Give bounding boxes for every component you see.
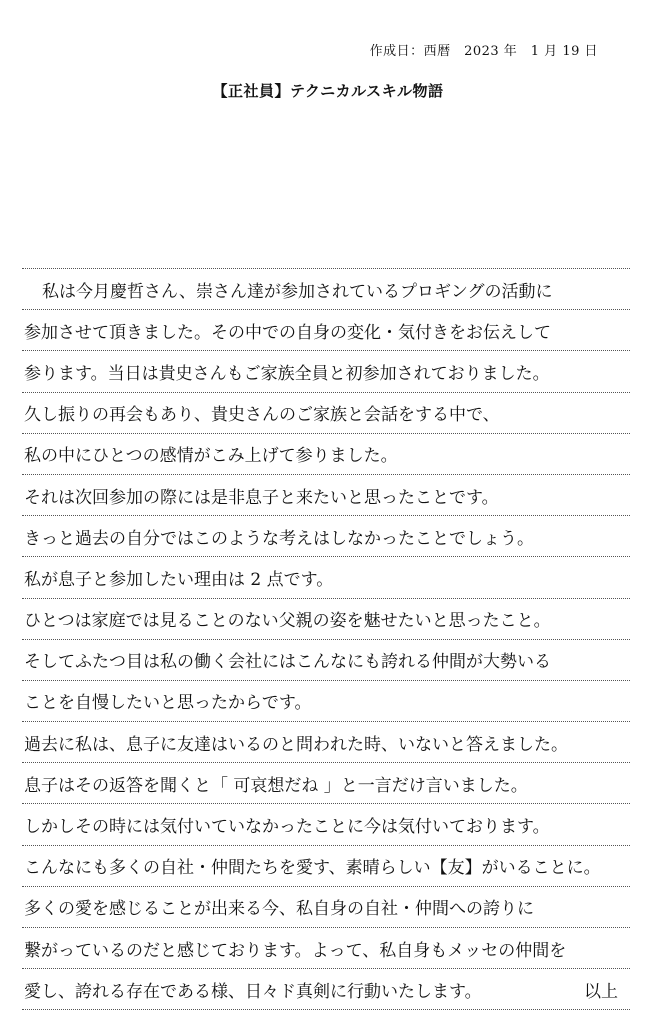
essay-line	[22, 599, 630, 640]
essay-line	[22, 928, 630, 969]
essay-line-text: それは次回参加の際には是非息子と来たいと思ったことです。	[24, 487, 499, 508]
essay-line	[22, 269, 630, 310]
essay-line	[22, 804, 630, 845]
essay-line-text: 私の中にひとつの感情がこみ上げて参りました。	[24, 446, 398, 467]
essay-line	[22, 969, 630, 1010]
essay-line-text: 多くの愛を感じることが出来る今、私自身の自社・仲間への誇りに	[24, 899, 534, 920]
essay-line-text: きっと過去の自分ではこのような考えはしなかったことでしょう。	[24, 528, 534, 549]
essay-line	[22, 722, 630, 763]
essay-line-text: 愛し、誇れる存在である様、日々ド真剣に行動いたします。	[24, 981, 482, 1002]
essay-line-text: こんなにも多くの自社・仲間たちを愛す、素晴らしい【友】がいることに。	[24, 858, 601, 879]
document-title: 【正社員】テクニカルスキル物語	[212, 82, 444, 100]
essay-line	[22, 351, 630, 392]
essay-line-text: 私が息子と参加したい理由は 2 点です。	[24, 569, 334, 590]
essay-line-text: そしてふたつ目は私の働く会社にはこんなにも誇れる仲間が大勢いる	[24, 652, 551, 673]
essay-line	[22, 434, 630, 475]
essay-line-text: 参ります。当日は貴史さんもご家族全員と初参加されておりました。	[24, 363, 550, 384]
essay-line-text: 久し振りの再会もあり、貴史さんのご家族と会話をする中で、	[24, 405, 500, 426]
creation-date: 作成日：西暦 2023 年 1 月 19 日	[369, 44, 598, 59]
essay-line	[22, 516, 630, 557]
essay-line-text: 繋がっているのだと感じております。よって、私自身もメッセの仲間を	[24, 940, 567, 961]
essay-line	[22, 887, 630, 928]
essay-line-text: 過去に私は、息子に友達はいるのと問われた時、いないと答えました。	[24, 734, 568, 755]
essay-line-text: ひとつは家庭では見ることのない父親の姿を魅せたいと思ったこと。	[24, 611, 551, 632]
essay-line-text: 参加させて頂きました。その中での自身の変化・気付きをお伝えして	[24, 322, 551, 343]
essay-line	[22, 475, 630, 516]
essay-line-text: ことを自慢したいと思ったからです。	[24, 693, 312, 714]
essay-line-text: 息子はその返答を聞くと「 可哀想だね 」と一言だけ言いました。	[24, 775, 528, 796]
essay-line	[22, 640, 630, 681]
essay-body	[22, 268, 630, 1010]
essay-line	[22, 681, 630, 722]
essay-line	[22, 393, 630, 434]
essay-line-text: 私は今月慶哲さん、崇さん達が参加されているプロギングの活動に	[42, 281, 553, 302]
closing-mark: 以上	[584, 981, 618, 1002]
essay-line	[22, 763, 630, 804]
essay-line-text: しかしその時には気付いていなかったことに今は気付いております。	[24, 817, 550, 838]
essay-line	[22, 846, 630, 887]
essay-line	[22, 310, 630, 351]
essay-line	[22, 557, 630, 598]
